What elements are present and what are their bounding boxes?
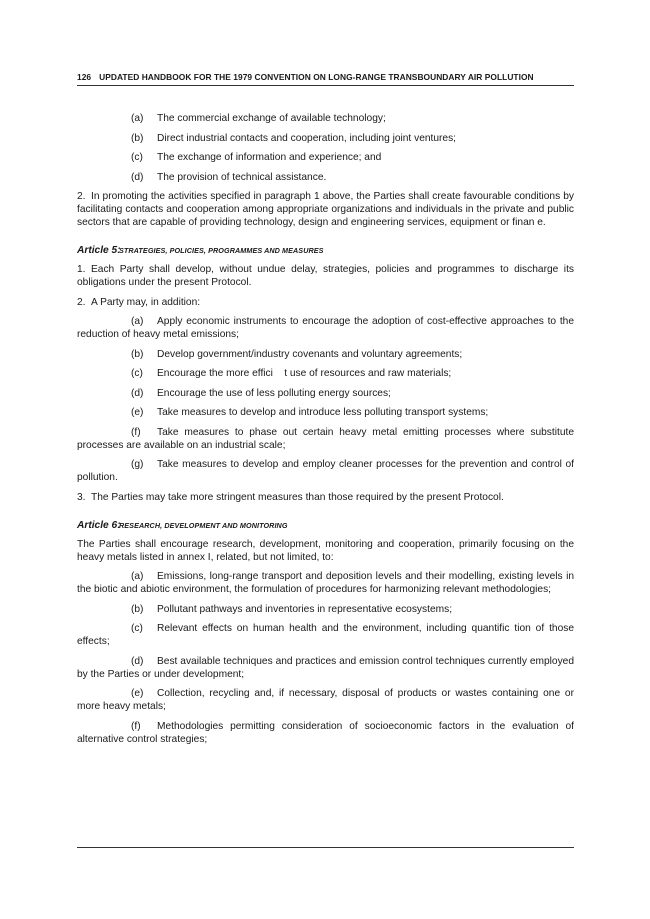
item-marker: (f) — [131, 720, 141, 732]
item-marker: (b) — [131, 603, 144, 615]
item-text: Take measures to develop and employ cleaner processes for the prevention and control of pollution. — [77, 459, 574, 483]
item-marker: (c) — [131, 368, 143, 379]
item-text: Methodologies permitting consideration of socioeconomic factors in the evaluation of alternative control strategies; — [77, 720, 574, 745]
item-text: Pollutant pathways and inventories in representative ecosystems; — [157, 603, 453, 615]
list-item — [77, 315, 574, 341]
paragraph — [77, 491, 574, 504]
item-marker: (a) — [131, 571, 144, 582]
paragraph-text: The Parties may take more stringent measures than those required by the present Protocol. — [91, 491, 504, 503]
header-rule — [77, 85, 574, 86]
item-marker: (c) — [131, 152, 143, 163]
item-text: Best available techniques and practices and emission control techniques currently employed by the Parties or under development; — [77, 655, 574, 680]
item-marker: (e) — [131, 407, 144, 418]
item-text: The exchange of information and experience; and — [157, 152, 382, 163]
page-number: 126 — [77, 72, 92, 82]
list-item — [77, 622, 574, 648]
list-item — [77, 603, 574, 616]
list-item — [77, 171, 574, 184]
article-title: RESEARCH, DEVELOPMENT AND MONITORING — [119, 520, 288, 530]
item-text: Direct industrial contacts and cooperation, including joint ventures; — [157, 132, 456, 144]
list-item — [77, 348, 574, 361]
list-item — [77, 570, 574, 596]
list-item — [77, 151, 574, 164]
item-text: Relevant effects on human health and the environment, including quantific tion of those effects; — [77, 623, 574, 647]
paragraph: The Parties shall encourage research, development, monitoring and cooperation, primarily focusing on the heavy metals listed in annex I, related, but not limited, to: — [77, 538, 574, 563]
paragraph — [77, 296, 574, 309]
paragraph-number: 1. — [77, 264, 86, 275]
item-marker: (c) — [131, 623, 143, 634]
item-marker: (e) — [131, 688, 144, 699]
list-item — [77, 687, 574, 713]
list-item — [77, 458, 574, 484]
item-marker: (b) — [131, 132, 144, 144]
item-text: Take measures to develop and introduce less polluting transport systems; — [157, 407, 489, 418]
paragraph — [77, 263, 574, 289]
list-item — [77, 426, 574, 452]
item-marker: (f) — [131, 426, 141, 438]
item-text: The provision of technical assistance. — [157, 171, 327, 183]
item-marker: (d) — [131, 171, 144, 183]
paragraph-text: A Party may, in addition: — [91, 296, 201, 308]
item-text: Take measures to phase out certain heavy metal emitting processes where substitute processes are available on an industrial scale; — [77, 426, 574, 451]
item-text: Encourage the more effici t use of resources and raw materials; — [157, 368, 452, 379]
footer-rule — [77, 847, 574, 848]
item-text: Encourage the use of less polluting energy sources; — [157, 387, 391, 399]
item-marker: (d) — [131, 387, 144, 399]
article-number: Article 6: — [77, 519, 121, 531]
item-marker: (a) — [131, 113, 144, 124]
paragraph-number: 3. — [77, 491, 86, 503]
header-title: UPDATED HANDBOOK FOR THE 1979 CONVENTION ON LONG-RANGE TRANSBOUNDARY AIR POLLUTION — [99, 72, 534, 82]
article-number: Article 5: — [77, 245, 121, 256]
item-marker: (a) — [131, 316, 144, 327]
list-item — [77, 367, 574, 380]
paragraph-text: In promoting the activities specified in paragraph 1 above, the Parties shall create favourable conditions by facilitating contacts and cooperation among appropriate organizations and individuals in the private and public sectors that are capable of providing technology, design and engineering services, equipment or finan e. — [77, 191, 574, 228]
body-text — [77, 112, 574, 752]
item-text: Develop government/industry covenants and voluntary agreements; — [157, 348, 463, 360]
paragraph-number: 2. — [77, 191, 86, 202]
item-text: Emissions, long-range transport and deposition levels and their modelling, existing levels in the biotic and abiotic environment, the formulation of procedures for harmonizing relevant methodologies; — [77, 571, 574, 595]
item-marker: (b) — [131, 348, 144, 360]
item-text: Collection, recycling and, if necessary, disposal of products or wastes containing one or more heavy metals; — [77, 688, 574, 712]
item-text: Apply economic instruments to encourage the adoption of cost-effective approaches to the reduction of heavy metal emissions; — [77, 316, 574, 340]
list-item — [77, 132, 574, 145]
article-title: STRATEGIES, POLICIES, PROGRAMMES AND MEASURES — [119, 246, 324, 255]
item-marker: (g) — [131, 459, 144, 470]
list-item — [77, 387, 574, 400]
list-item — [77, 720, 574, 746]
item-text: The commercial exchange of available technology; — [157, 113, 386, 124]
paragraph — [77, 190, 574, 229]
article-heading — [77, 519, 574, 532]
list-item — [77, 655, 574, 681]
paragraph-text: Each Party shall develop, without undue delay, strategies, policies and programmes to discharge its obligations under the present Protocol. — [77, 264, 574, 288]
article-heading — [77, 244, 574, 257]
document-page — [77, 0, 574, 919]
running-header — [77, 72, 574, 82]
item-marker: (d) — [131, 655, 144, 667]
paragraph-number: 2. — [77, 296, 86, 308]
list-item — [77, 406, 574, 419]
list-item — [77, 112, 574, 125]
